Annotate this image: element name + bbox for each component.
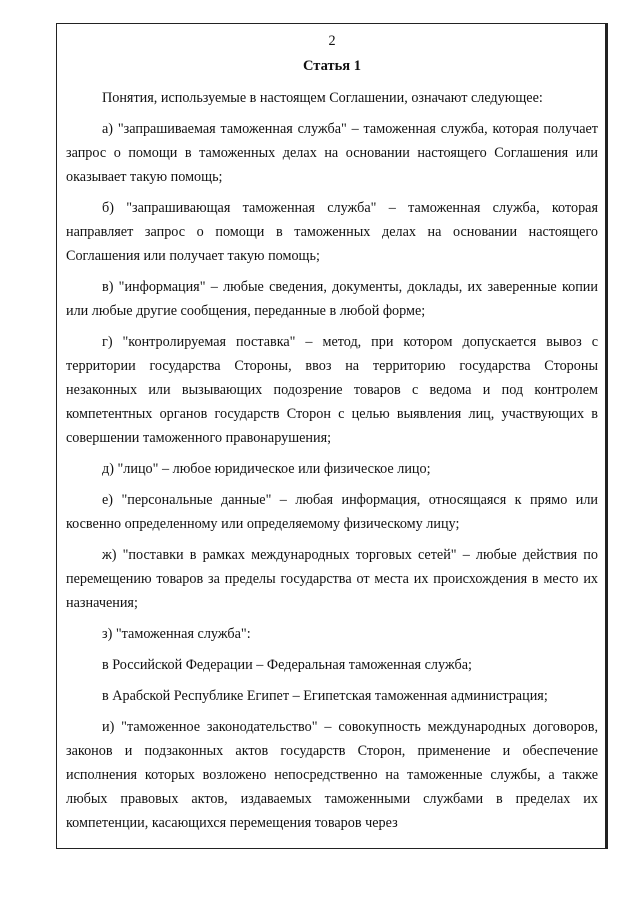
paragraph-b: б) "запрашивающая таможенная служба" – таможенная служба, которая направляет запрос о помощи в таможенных делах на основании настоящего Соглашения или получает такую помощь; — [66, 200, 598, 264]
paragraph-g: г) "контролируемая поставка" – метод, при котором допускается вывоз с территории государства Стороны, ввоз на территорию государства Стороны незаконных или вызывающих подозрение товаров с ведома и под контролем компетентных органов государств Сторон с целью выявления лиц, участвующих в совершении таможенного правонарушения; — [66, 334, 598, 446]
paragraph-d: д) "лицо" – любое юридическое или физическое лицо; — [102, 461, 431, 477]
paragraph-z-egypt: в Арабской Республике Египет – Египетская таможенная администрация; — [102, 688, 548, 704]
paragraph-a: а) "запрашиваемая таможенная служба" – таможенная служба, которая получает запрос о помощи в таможенных делах на основании настоящего Соглашения или оказывает такую помощь; — [66, 121, 598, 185]
page-number: 2 — [328, 33, 336, 49]
article-title: Статья 1 — [303, 58, 361, 74]
paragraph-intro: Понятия, используемые в настоящем Соглашении, означают следующее: — [102, 90, 543, 106]
paragraph-v: в) "информация" – любые сведения, документы, доклады, их заверенные копии или любые другие сообщения, переданные в любой форме; — [66, 279, 598, 319]
document-body — [66, 32, 598, 842]
paragraph-e: е) "персональные данные" – любая информация, относящаяся к прямо или косвенно определенному или определяемому физическому лицу; — [66, 492, 598, 532]
paragraph-i: и) "таможенное законодательство" – совокупность международных договоров, законов и подзаконных актов государств Сторон, применение и обеспечение исполнения которых возложено непосредственно на таможенные службы, а также любых правовых актов, издаваемых таможенными службами в пределах их компетенции, касающихся перемещения товаров через — [66, 719, 598, 831]
paragraph-zh: ж) "поставки в рамках международных торговых сетей" – любые действия по перемещению товаров за пределы государства от места их происхождения в место их назначения; — [66, 547, 598, 611]
paragraph-z-russia: в Российской Федерации – Федеральная таможенная служба; — [102, 657, 472, 673]
paragraph-z: з) "таможенная служба": — [102, 626, 251, 642]
